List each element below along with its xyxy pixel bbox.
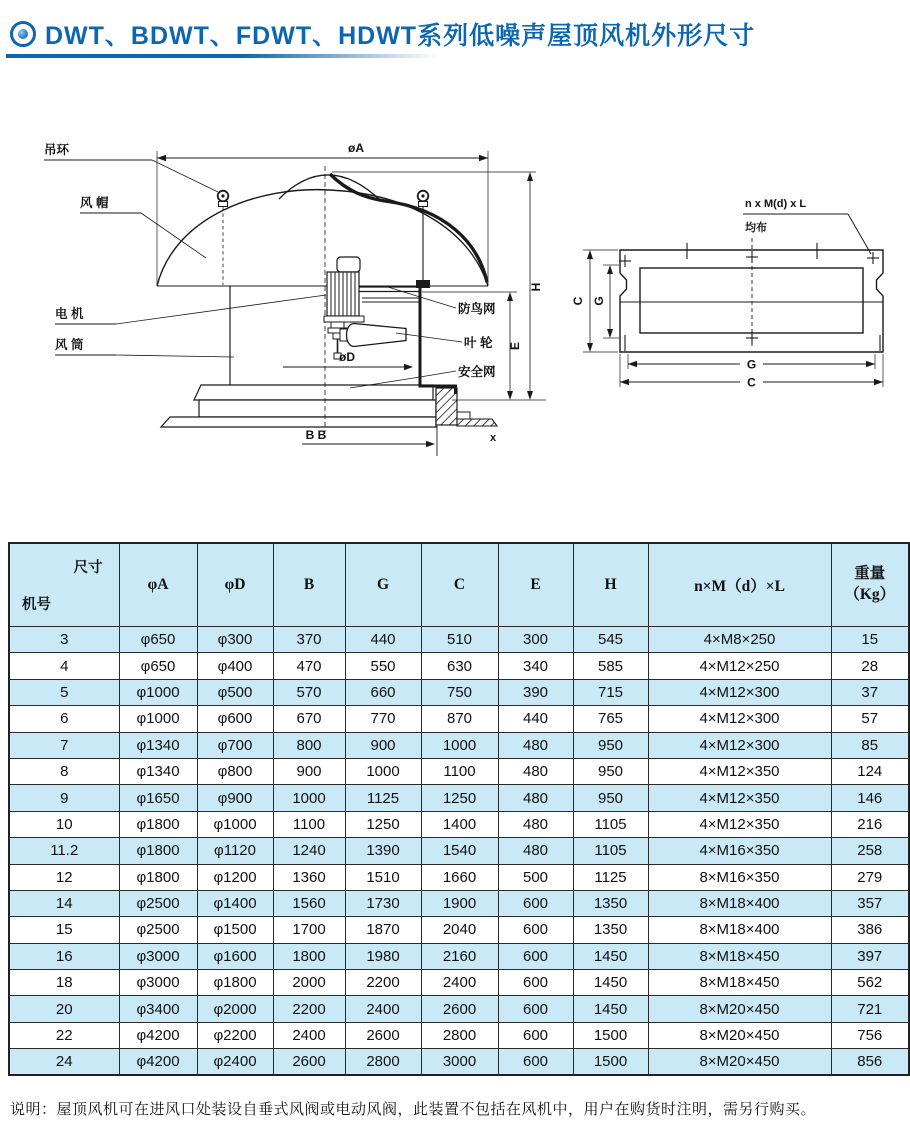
col-header-weight: 重量 （Kg） [831, 543, 909, 627]
cell-weight: 216 [831, 811, 909, 837]
table-header-row [9, 543, 909, 627]
cell-phiD: φ2400 [197, 1049, 273, 1075]
table-row [9, 890, 909, 916]
cell-bolts: 4×M12×350 [648, 811, 831, 837]
dim-label-E: E [508, 341, 522, 351]
dim-label-diaD: øD [339, 350, 355, 364]
cell-G: 1510 [345, 864, 421, 890]
cell-model: 9 [9, 785, 119, 811]
cell-weight: 124 [831, 758, 909, 784]
cell-phiA: φ1800 [119, 838, 197, 864]
cell-phiA: φ1650 [119, 785, 197, 811]
cell-model: 22 [9, 1022, 119, 1048]
col-header-E: E [498, 543, 573, 627]
cell-E: 500 [498, 864, 573, 890]
table-row [9, 1022, 909, 1048]
table-row [9, 785, 909, 811]
cell-model: 14 [9, 890, 119, 916]
impeller-shape [340, 324, 406, 347]
cell-B: 1360 [273, 864, 345, 890]
cell-model: 6 [9, 706, 119, 732]
cell-B: 570 [273, 679, 345, 705]
cell-weight: 146 [831, 785, 909, 811]
col-header-G: G [345, 543, 421, 627]
cell-E: 600 [498, 1049, 573, 1075]
cell-phiA: φ3400 [119, 996, 197, 1022]
cell-model: 10 [9, 811, 119, 837]
cell-C: 1250 [421, 785, 498, 811]
cell-C: 3000 [421, 1049, 498, 1075]
cell-phiA: φ650 [119, 653, 197, 679]
cell-phiA: φ3000 [119, 970, 197, 996]
cell-B: 800 [273, 732, 345, 758]
cell-bolts: 4×M12×300 [648, 706, 831, 732]
technical-drawing [0, 110, 910, 490]
cell-weight: 258 [831, 838, 909, 864]
cell-H: 1105 [573, 811, 648, 837]
cell-B: 670 [273, 706, 345, 732]
table-row [9, 864, 909, 890]
wind-cap-outline [157, 190, 488, 286]
dim-label-G-bottom: G [746, 357, 757, 372]
cell-C: 1900 [421, 890, 498, 916]
cell-bolts: 8×M18×400 [648, 890, 831, 916]
cell-weight: 386 [831, 917, 909, 943]
cell-H: 585 [573, 653, 648, 679]
cell-phiD: φ300 [197, 627, 273, 653]
cell-phiD: φ1000 [197, 811, 273, 837]
cell-phiD: φ400 [197, 653, 273, 679]
label-duct: 风 筒 [55, 338, 84, 352]
cell-model: 15 [9, 917, 119, 943]
cell-C: 2400 [421, 970, 498, 996]
col-header-bolts: n×M（d）×L [648, 543, 831, 627]
cell-B: 1560 [273, 890, 345, 916]
cell-B: 370 [273, 627, 345, 653]
cell-phiA: φ4200 [119, 1022, 197, 1048]
label-bird-net: 防鸟网 [458, 302, 496, 316]
cell-phiA: φ2500 [119, 890, 197, 916]
cell-phiA: φ1000 [119, 706, 197, 732]
table-row [9, 758, 909, 784]
cell-H: 1450 [573, 970, 648, 996]
cell-phiA: φ1000 [119, 679, 197, 705]
cell-E: 600 [498, 943, 573, 969]
cell-weight: 279 [831, 864, 909, 890]
cell-C: 870 [421, 706, 498, 732]
col-header-B: B [273, 543, 345, 627]
cell-C: 1400 [421, 811, 498, 837]
cell-C: 2160 [421, 943, 498, 969]
cell-bolts: 4×M12×350 [648, 758, 831, 784]
cell-C: 1660 [421, 864, 498, 890]
corner-label-model: 机号 [22, 597, 51, 613]
cell-bolts: 4×M12×300 [648, 679, 831, 705]
cell-bolts: 4×M12×300 [648, 732, 831, 758]
cell-phiA: φ4200 [119, 1049, 197, 1075]
cell-G: 440 [345, 627, 421, 653]
cell-bolts: 8×M16×350 [648, 864, 831, 890]
dim-label-B: B B [305, 428, 327, 442]
cell-H: 715 [573, 679, 648, 705]
cell-phiA: φ1800 [119, 811, 197, 837]
cell-phiA: φ650 [119, 627, 197, 653]
cell-weight: 721 [831, 996, 909, 1022]
cell-E: 600 [498, 996, 573, 1022]
cell-G: 1870 [345, 917, 421, 943]
cell-model: 3 [9, 627, 119, 653]
cell-bolts: 8×M18×450 [648, 943, 831, 969]
dimensions-table [8, 542, 910, 1076]
cell-phiD: φ2000 [197, 996, 273, 1022]
cell-G: 2200 [345, 970, 421, 996]
table-row [9, 970, 909, 996]
cell-phiD: φ600 [197, 706, 273, 732]
cell-H: 1450 [573, 996, 648, 1022]
cell-E: 390 [498, 679, 573, 705]
cell-phiD: φ1800 [197, 970, 273, 996]
cell-H: 1450 [573, 943, 648, 969]
cell-B: 1100 [273, 811, 345, 837]
cell-B: 900 [273, 758, 345, 784]
cell-weight: 562 [831, 970, 909, 996]
cell-phiD: φ1120 [197, 838, 273, 864]
table-row [9, 653, 909, 679]
cell-C: 510 [421, 627, 498, 653]
cell-E: 480 [498, 785, 573, 811]
cell-model: 11.2 [9, 838, 119, 864]
cell-E: 480 [498, 838, 573, 864]
cell-E: 440 [498, 706, 573, 732]
corner-header-cell [9, 543, 119, 627]
cell-weight: 57 [831, 706, 909, 732]
cell-G: 1980 [345, 943, 421, 969]
cell-weight: 37 [831, 679, 909, 705]
cell-G: 2600 [345, 1022, 421, 1048]
cell-weight: 756 [831, 1022, 909, 1048]
cell-model: 24 [9, 1049, 119, 1075]
cell-G: 1730 [345, 890, 421, 916]
hatched-wall-block [436, 388, 457, 425]
cell-model: 8 [9, 758, 119, 784]
cell-B: 1000 [273, 785, 345, 811]
cell-G: 1390 [345, 838, 421, 864]
cell-H: 950 [573, 732, 648, 758]
cell-H: 1500 [573, 1022, 648, 1048]
label-impeller: 叶 轮 [464, 336, 493, 350]
cell-G: 1250 [345, 811, 421, 837]
cell-bolts: 4×M12×250 [648, 653, 831, 679]
cell-C: 1000 [421, 732, 498, 758]
table-row [9, 732, 909, 758]
label-motor: 电 机 [55, 307, 84, 321]
cell-phiA: φ2500 [119, 917, 197, 943]
cell-G: 2800 [345, 1049, 421, 1075]
cell-G: 1125 [345, 785, 421, 811]
cell-E: 480 [498, 811, 573, 837]
col-header-phiA: φA [119, 543, 197, 627]
cell-B: 1800 [273, 943, 345, 969]
bolt-hole-marks [619, 243, 880, 351]
cell-E: 480 [498, 732, 573, 758]
cell-H: 1350 [573, 917, 648, 943]
cell-B: 2200 [273, 996, 345, 1022]
bird-net-lines [358, 287, 419, 302]
section-bullet-icon [10, 21, 36, 47]
label-bolt-spec: n x M(d) x L [745, 198, 807, 210]
col-header-H: H [573, 543, 648, 627]
cell-bolts: 8×M20×450 [648, 1022, 831, 1048]
label-wind-cap: 风 帽 [80, 196, 109, 210]
cell-E: 480 [498, 758, 573, 784]
flange-view [583, 214, 883, 387]
table-row [9, 679, 909, 705]
cell-weight: 397 [831, 943, 909, 969]
table-row [9, 943, 909, 969]
table-row [9, 1049, 909, 1075]
cell-E: 600 [498, 1022, 573, 1048]
label-lifting-ring: 吊环 [44, 143, 70, 157]
dim-label-diaA: øA [348, 141, 364, 155]
dim-label-G-left: G [592, 296, 606, 306]
dim-label-x: x [490, 432, 497, 444]
cell-model: 16 [9, 943, 119, 969]
cell-phiD: φ900 [197, 785, 273, 811]
dim-label-C-bottom: C [747, 375, 756, 390]
cell-C: 1100 [421, 758, 498, 784]
dim-label-C-left: C [571, 296, 585, 306]
cell-bolts: 4×M16×350 [648, 838, 831, 864]
cell-weight: 357 [831, 890, 909, 916]
cell-model: 5 [9, 679, 119, 705]
cell-H: 1500 [573, 1049, 648, 1075]
cell-bolts: 8×M20×450 [648, 996, 831, 1022]
dim-label-H: H [529, 282, 543, 292]
cell-H: 1125 [573, 864, 648, 890]
cell-bolts: 8×M18×400 [648, 917, 831, 943]
cell-phiD: φ700 [197, 732, 273, 758]
cell-C: 2800 [421, 1022, 498, 1048]
label-safety-net: 安全网 [458, 365, 496, 379]
cell-phiA: φ1800 [119, 864, 197, 890]
cell-bolts: 8×M18×450 [648, 970, 831, 996]
cell-model: 7 [9, 732, 119, 758]
cell-H: 1350 [573, 890, 648, 916]
table-row [9, 627, 909, 653]
cell-C: 750 [421, 679, 498, 705]
cell-B: 2600 [273, 1049, 345, 1075]
cell-G: 550 [345, 653, 421, 679]
col-header-C: C [421, 543, 498, 627]
cell-model: 20 [9, 996, 119, 1022]
cell-phiD: φ2200 [197, 1022, 273, 1048]
cell-E: 600 [498, 970, 573, 996]
cell-C: 1540 [421, 838, 498, 864]
cell-H: 950 [573, 758, 648, 784]
cell-H: 1105 [573, 838, 648, 864]
cell-C: 2600 [421, 996, 498, 1022]
cell-B: 1240 [273, 838, 345, 864]
cell-phiA: φ3000 [119, 943, 197, 969]
cell-phiD: φ1400 [197, 890, 273, 916]
cell-phiA: φ1340 [119, 732, 197, 758]
cell-model: 4 [9, 653, 119, 679]
table-row [9, 917, 909, 943]
cell-phiD: φ1500 [197, 917, 273, 943]
cell-weight: 856 [831, 1049, 909, 1075]
col-header-phiD: φD [197, 543, 273, 627]
cell-bolts: 8×M20×450 [648, 1049, 831, 1075]
label-evenly-distributed: 均布 [745, 222, 767, 234]
cell-G: 2400 [345, 996, 421, 1022]
cell-E: 340 [498, 653, 573, 679]
cell-weight: 15 [831, 627, 909, 653]
cell-model: 18 [9, 970, 119, 996]
table-row [9, 706, 909, 732]
table-row [9, 838, 909, 864]
cell-E: 300 [498, 627, 573, 653]
cell-bolts: 4×M12×350 [648, 785, 831, 811]
cell-E: 600 [498, 890, 573, 916]
cell-weight: 28 [831, 653, 909, 679]
cell-phiD: φ1600 [197, 943, 273, 969]
title-underline [6, 54, 438, 58]
cell-G: 660 [345, 679, 421, 705]
cell-B: 470 [273, 653, 345, 679]
cell-model: 12 [9, 864, 119, 890]
cell-bolts: 4×M8×250 [648, 627, 831, 653]
cell-B: 2400 [273, 1022, 345, 1048]
cell-C: 630 [421, 653, 498, 679]
cell-B: 1700 [273, 917, 345, 943]
cell-B: 2000 [273, 970, 345, 996]
table-body [9, 627, 909, 1076]
cell-G: 770 [345, 706, 421, 732]
cell-phiD: φ1200 [197, 864, 273, 890]
cell-H: 545 [573, 627, 648, 653]
cell-H: 765 [573, 706, 648, 732]
note-text: 说明：屋顶风机可在进风口处装设自垂式风阀或电动风阀，此装置不包括在风机中，用户在购货时注明，需另行购买。 [10, 1101, 817, 1118]
page-title: DWT、BDWT、FDWT、HDWT系列低噪声屋顶风机外形尺寸 [45, 22, 756, 50]
table-row [9, 811, 909, 837]
cell-phiA: φ1340 [119, 758, 197, 784]
cell-phiD: φ800 [197, 758, 273, 784]
cell-G: 900 [345, 732, 421, 758]
table-row [9, 996, 909, 1022]
cell-H: 950 [573, 785, 648, 811]
cell-phiD: φ500 [197, 679, 273, 705]
cell-C: 2040 [421, 917, 498, 943]
cell-G: 1000 [345, 758, 421, 784]
corner-label-size: 尺寸 [73, 560, 103, 576]
cell-E: 600 [498, 917, 573, 943]
cell-weight: 85 [831, 732, 909, 758]
page-header [10, 16, 755, 52]
